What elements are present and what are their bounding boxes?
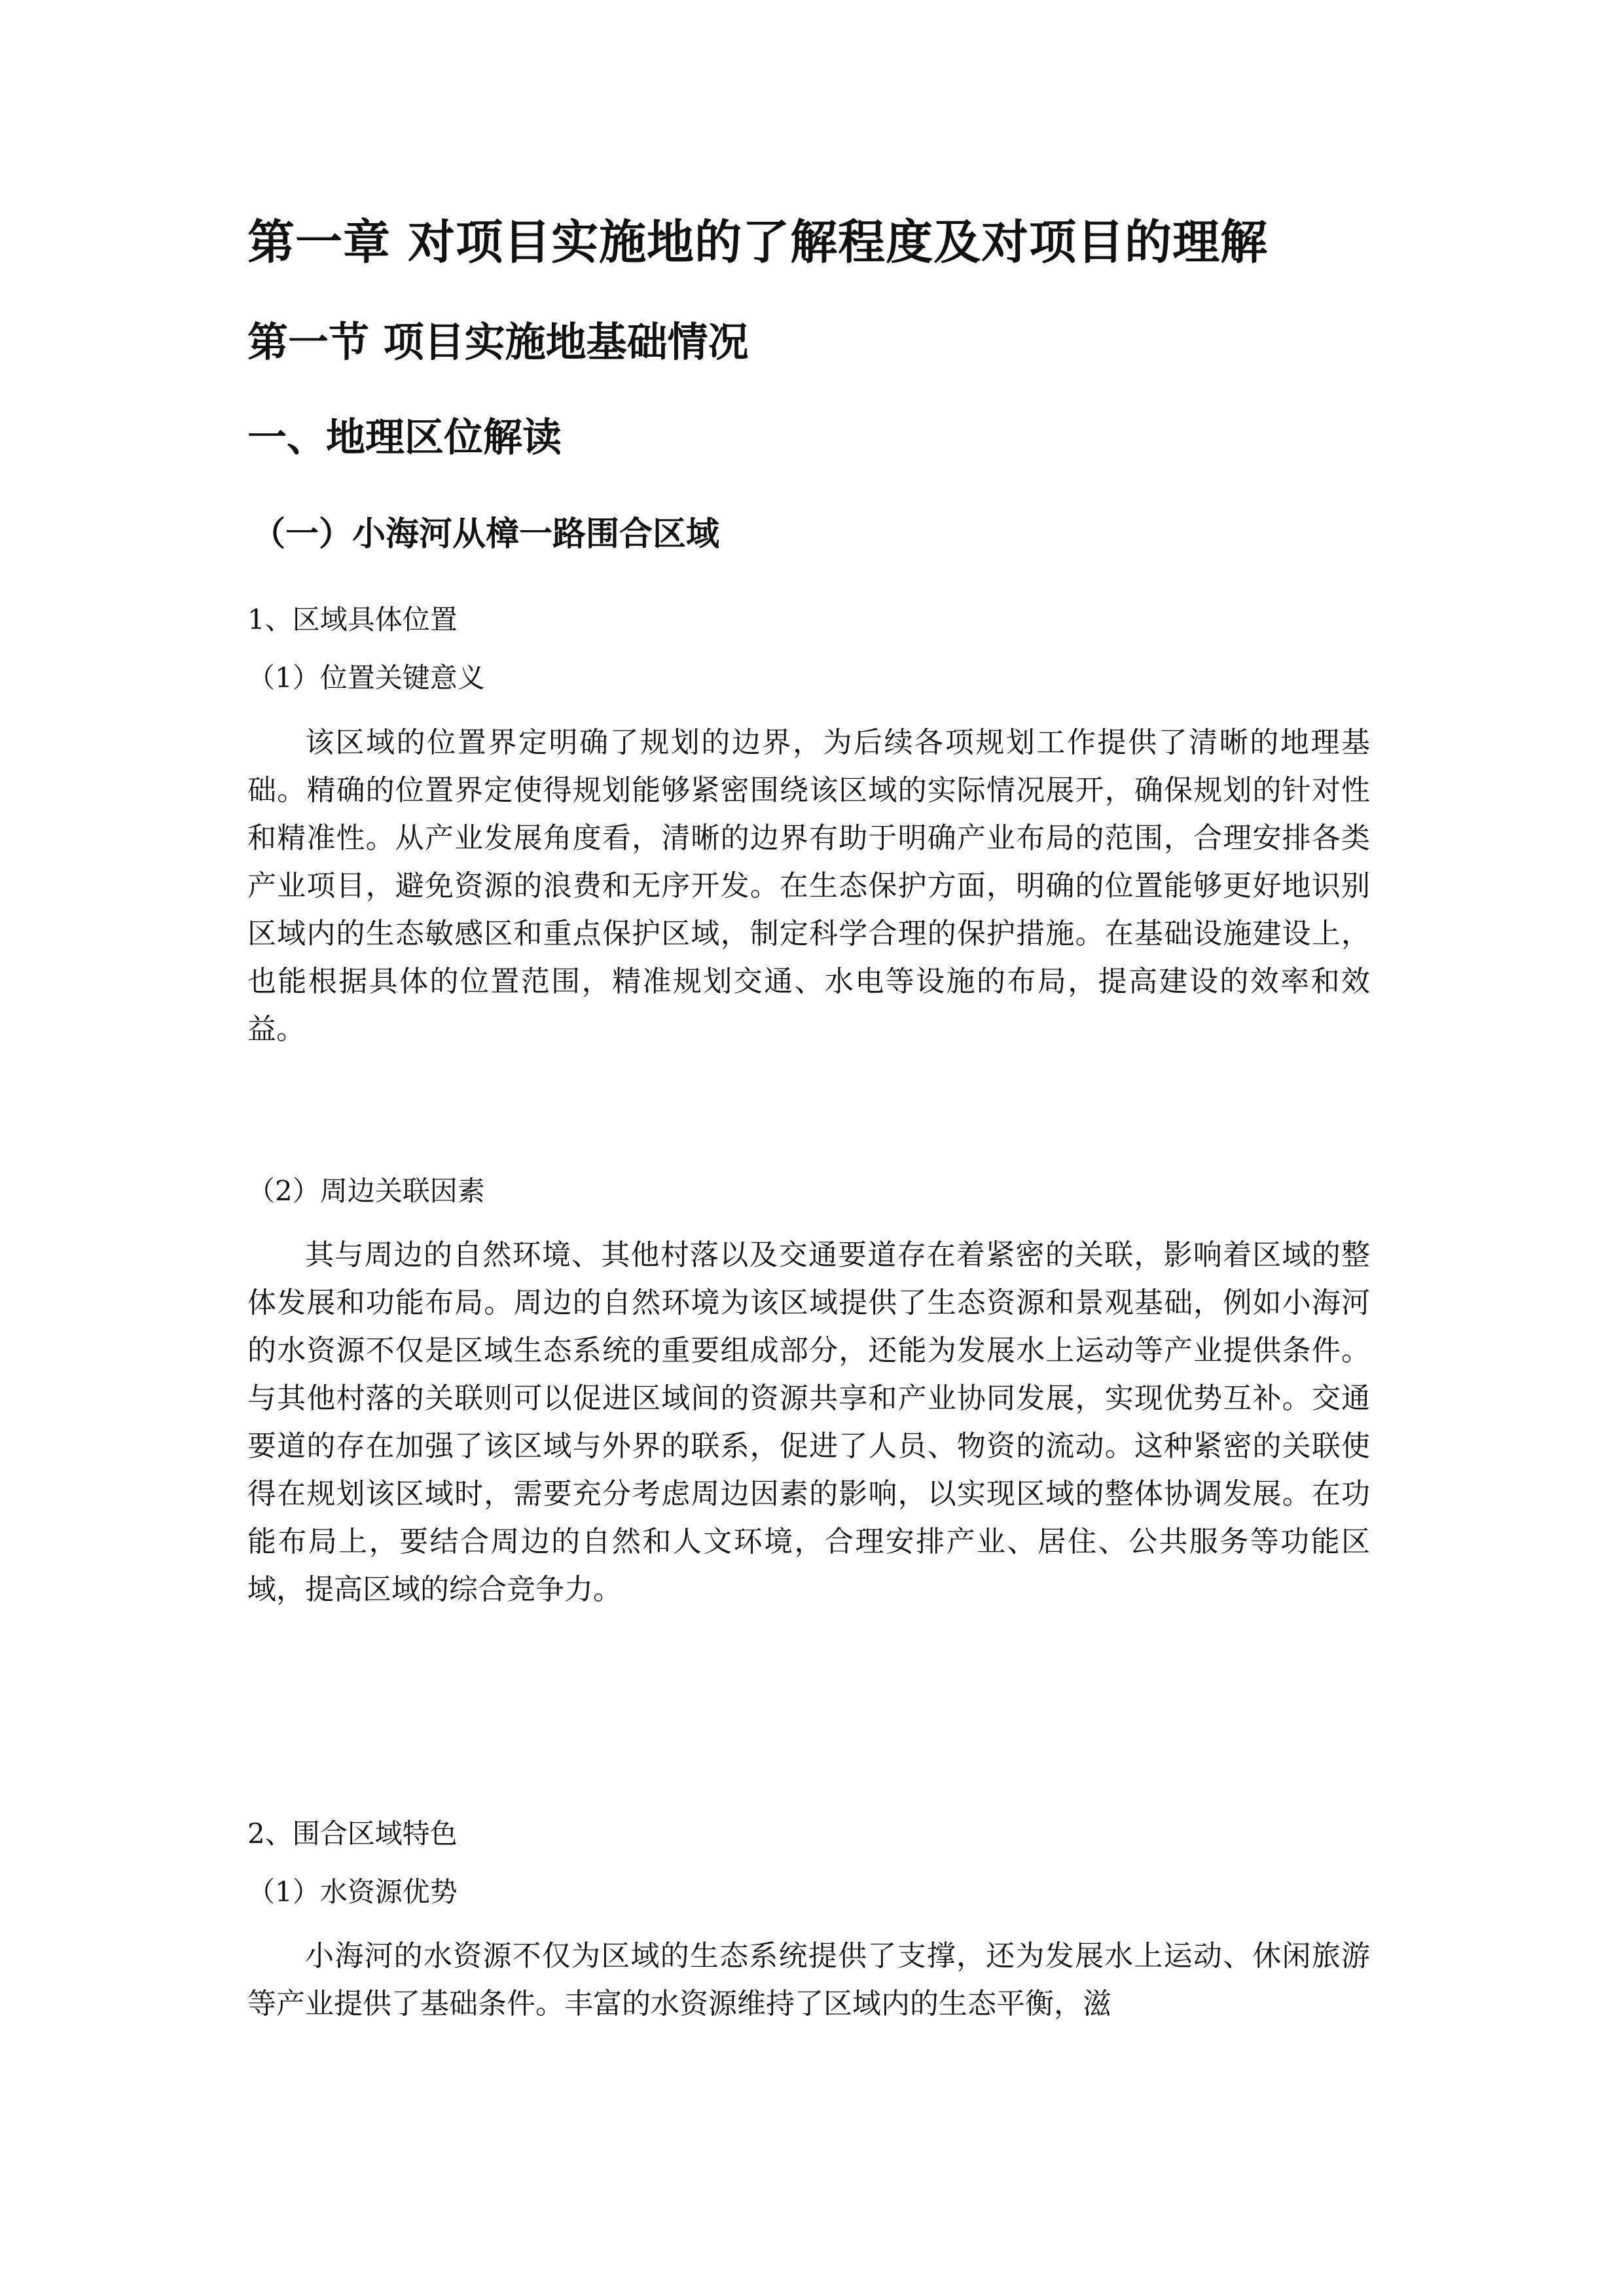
subsection-title: 一、地理区位解读 <box>247 415 562 461</box>
paragraph-surrounding-factors: 其与周边的自然环境、其他村落以及交通要道存在着紧密的关联，影响着区域的整体发展和功能布局。周边的自然环境为该区域提供了生态资源和景观基础，例如小海河的水资源不仅是区域生态系统的重要组成部分，还能为发展水上运动等产业提供条件。与其他村落的关联则可以促进区域间的资源共享和产业协同发展，实现优势互补。交通要道的存在加强了该区域与外界的联系，促进了人员、物资的流动。这种紧密的关联使得在规划该区域时，需要充分考虑周边因素的影响，以实现区域的整体协调发展。在功能布局上，要结合周边的自然和人文环境，合理安排产业、居住、公共服务等功能区域，提高区域的综合竞争力。 <box>247 1238 1370 1606</box>
item-2-label: 2、围合区域特色 <box>247 1818 458 1850</box>
item-1-label: 1、区域具体位置 <box>247 603 458 636</box>
item-1-1-label: （1）位置关键意义 <box>247 662 485 694</box>
chapter-title: 第一章 对项目实施地的了解程度及对项目的理解 <box>247 215 1269 270</box>
item-2-1-label: （1）水资源优势 <box>247 1876 458 1908</box>
item-1-2-label: （2）周边关联因素 <box>247 1175 485 1207</box>
section-title: 第一节 项目实施地基础情况 <box>247 318 749 366</box>
area-heading: （一）小海河从樟一路围合区域 <box>252 514 720 554</box>
paragraph-location-significance: 该区域的位置界定明确了规划的边界，为后续各项规划工作提供了清晰的地理基础。精确的位置界定使得规划能够紧密围绕该区域的实际情况展开，确保规划的针对性和精准性。从产业发展角度看，清晰的边界有助于明确产业布局的范围，合理安排各类产业项目，避免资源的浪费和无序开发。在生态保护方面，明确的位置能够更好地识别区域内的生态敏感区和重点保护区域，制定科学合理的保护措施。在基础设施建设上，也能根据具体的位置范围，精准规划交通、水电等设施的布局，提高建设的效率和效益。 <box>247 726 1370 1046</box>
paragraph-water-resources: 小海河的水资源不仅为区域的生态系统提供了支撑，还为发展水上运动、休闲旅游等产业提供了基础条件。丰富的水资源维持了区域内的生态平衡，滋 <box>247 1939 1370 2020</box>
